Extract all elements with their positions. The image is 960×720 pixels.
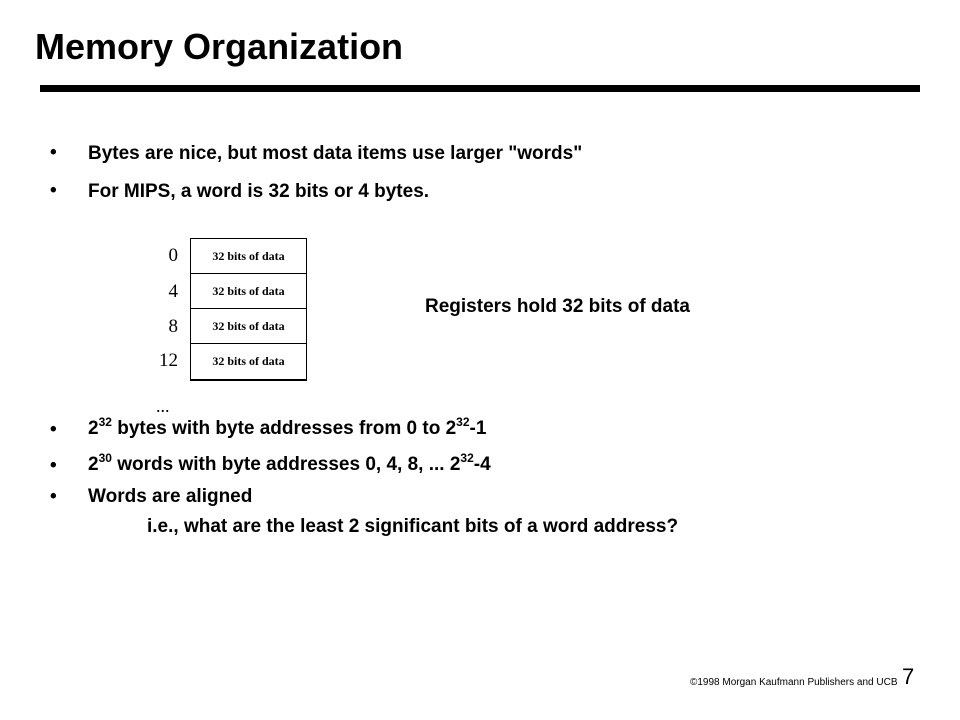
address-label: 8 <box>168 316 178 337</box>
page-number: 7 <box>902 664 915 689</box>
address-label: 12 <box>159 350 178 371</box>
bullet-tail: -1 <box>469 418 487 439</box>
memory-word-cell: 32 bits of data <box>191 239 306 274</box>
exponent: 32 <box>460 450 474 465</box>
address-label: 0 <box>168 245 178 266</box>
bullet-marker: • <box>50 486 57 507</box>
bullet-text: For MIPS, a word is 32 bits or 4 bytes. <box>88 181 430 202</box>
bullet-body: words with byte addresses 0, 4, 8, ... 2 <box>111 454 461 475</box>
bullet-text <box>88 450 491 476</box>
bullet-subtext: i.e., what are the least 2 significant bits of a word address? <box>147 516 679 537</box>
bullet-tail: -4 <box>473 454 491 475</box>
exponent: 32 <box>98 414 112 429</box>
continuation-ellipsis: ... <box>156 396 170 416</box>
memory-word-cell: 32 bits of data <box>191 309 306 344</box>
bullet-text: Bytes are nice, but most data items use larger "words" <box>88 143 583 164</box>
memory-word-cell: 32 bits of data <box>191 274 306 309</box>
bullet-body: bytes with byte addresses from 0 to 2 <box>111 418 457 439</box>
exponent: 32 <box>456 414 470 429</box>
memory-block <box>190 238 307 381</box>
copyright-notice: ©1998 Morgan Kaufmann Publishers and UCB <box>690 677 898 688</box>
bullet-marker: • <box>50 142 57 163</box>
exponent: 30 <box>98 450 112 465</box>
title-underline <box>40 85 920 92</box>
bullet-text: Words are aligned <box>88 486 253 507</box>
power-base: 2 <box>88 454 99 475</box>
memory-word-cell: 32 bits of data <box>212 353 285 368</box>
registers-note: Registers hold 32 bits of data <box>425 296 690 317</box>
bullet-marker: • <box>50 455 57 476</box>
slide-title: Memory Organization <box>35 26 404 67</box>
address-label: 4 <box>168 281 178 302</box>
power-base: 2 <box>88 418 99 439</box>
bullet-marker: • <box>50 419 57 440</box>
bullet-marker: • <box>50 180 57 201</box>
bullet-text <box>88 414 487 440</box>
